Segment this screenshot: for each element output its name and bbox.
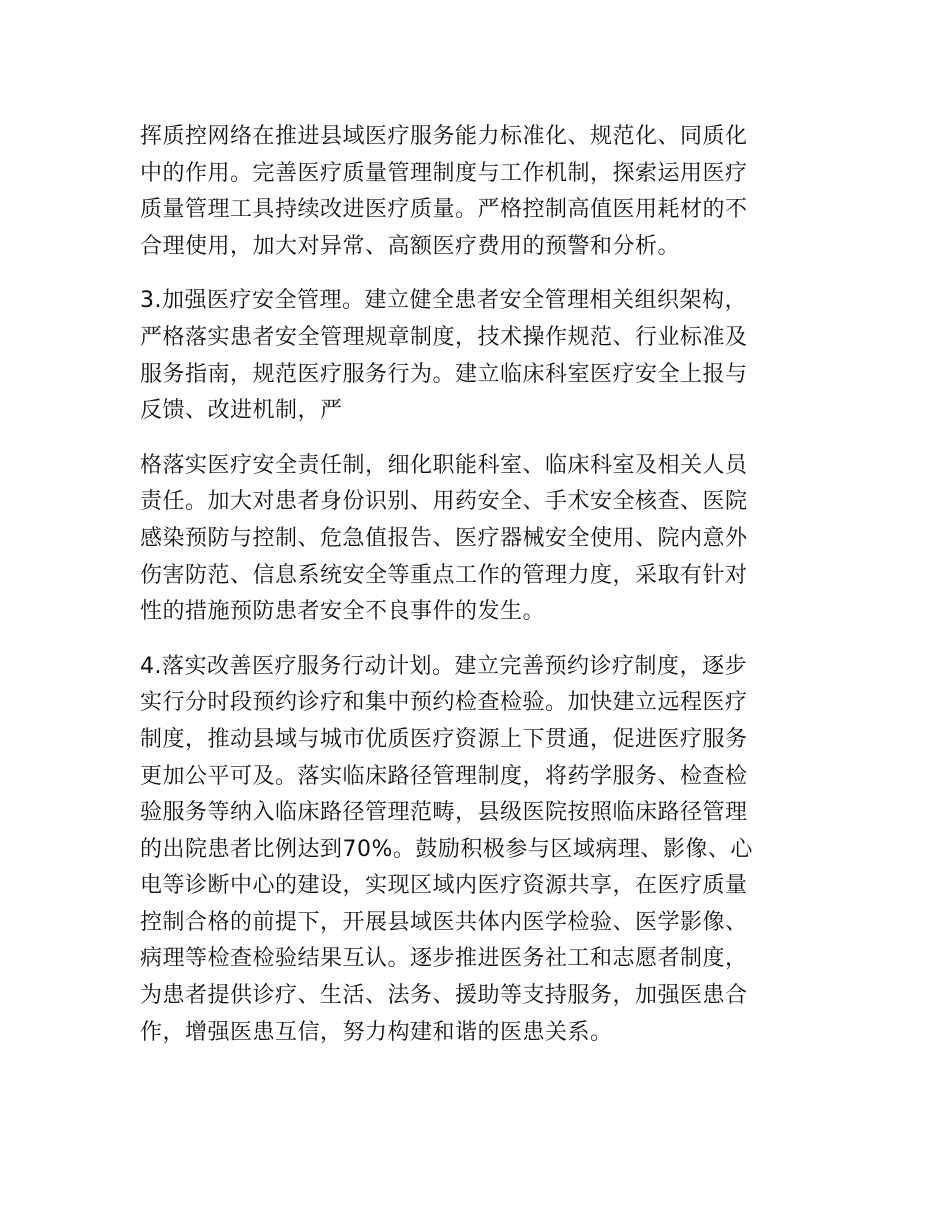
text-line: 4.落实改善医疗服务行动计划。建立完善预约诊疗制度，逐步: [140, 653, 747, 679]
text-line: 为患者提供诊疗、生活、法务、援助等支持服务，加强医患合: [140, 983, 748, 1009]
text-line: 实行分时段预约诊疗和集中预约检查检验。加快建立远程医疗: [140, 690, 748, 716]
paragraph-safety-responsibility: [140, 448, 812, 631]
text-line: 感染预防与控制、危急值报告、医疗器械安全使用、院内意外: [140, 525, 748, 551]
paragraph-service-action-plan: [140, 649, 812, 1052]
text-line: 的出院患者比例达到70%。鼓励积极参与区域病理、影像、心: [140, 836, 753, 862]
text-line: 严格落实患者安全管理规章制度，技术操作规范、行业标准及: [140, 324, 748, 350]
text-line: 合理使用，加大对异常、高额医疗费用的预警和分析。: [140, 233, 681, 259]
paragraph-quality-control: [140, 119, 812, 265]
text-line: 3.加强医疗安全管理。建立健全患者安全管理相关组织架构，: [140, 288, 747, 314]
document-page: [140, 119, 812, 1069]
text-line: 制度，推动县域与城市优质医疗资源上下贯通，促进医疗服务: [140, 726, 748, 752]
text-line: 服务指南，规范医疗服务行为。建立临床科室医疗安全上报与: [140, 361, 748, 387]
paragraph-medical-safety: [140, 283, 812, 429]
text-line: 性的措施预防患者安全不良事件的发生。: [140, 599, 546, 625]
text-line: 作，增强医患互信，努力构建和谐的医患关系。: [140, 1019, 613, 1045]
text-line: 电等诊断中心的建设，实现区域内医疗资源共享，在医疗质量: [140, 873, 748, 899]
text-line: 质量管理工具持续改进医疗质量。严格控制高值医用耗材的不: [140, 197, 748, 223]
text-line: 格落实医疗安全责任制，细化职能科室、临床科室及相关人员: [140, 452, 748, 478]
text-line: 挥质控网络在推进县域医疗服务能力标准化、规范化、同质化: [140, 124, 748, 149]
text-line: 更加公平可及。落实临床路径管理制度，将药学服务、检查检: [140, 763, 748, 789]
text-line: 反馈、改进机制，严: [140, 398, 343, 424]
text-line: 责任。加大对患者身份识别、用药安全、手术安全核查、医院: [140, 489, 748, 515]
text-line: 验服务等纳入临床路径管理范畴，县级医院按照临床路径管理: [140, 800, 748, 826]
text-line: 中的作用。完善医疗质量管理制度与工作机制，探索运用医疗: [140, 160, 748, 186]
text-line: 病理等检查检验结果互认。逐步推进医务社工和志愿者制度，: [140, 946, 748, 972]
text-line: 控制合格的前提下，开展县域医共体内医学检验、医学影像、: [140, 909, 748, 935]
text-line: 伤害防范、信息系统安全等重点工作的管理力度，采取有针对: [140, 562, 748, 588]
